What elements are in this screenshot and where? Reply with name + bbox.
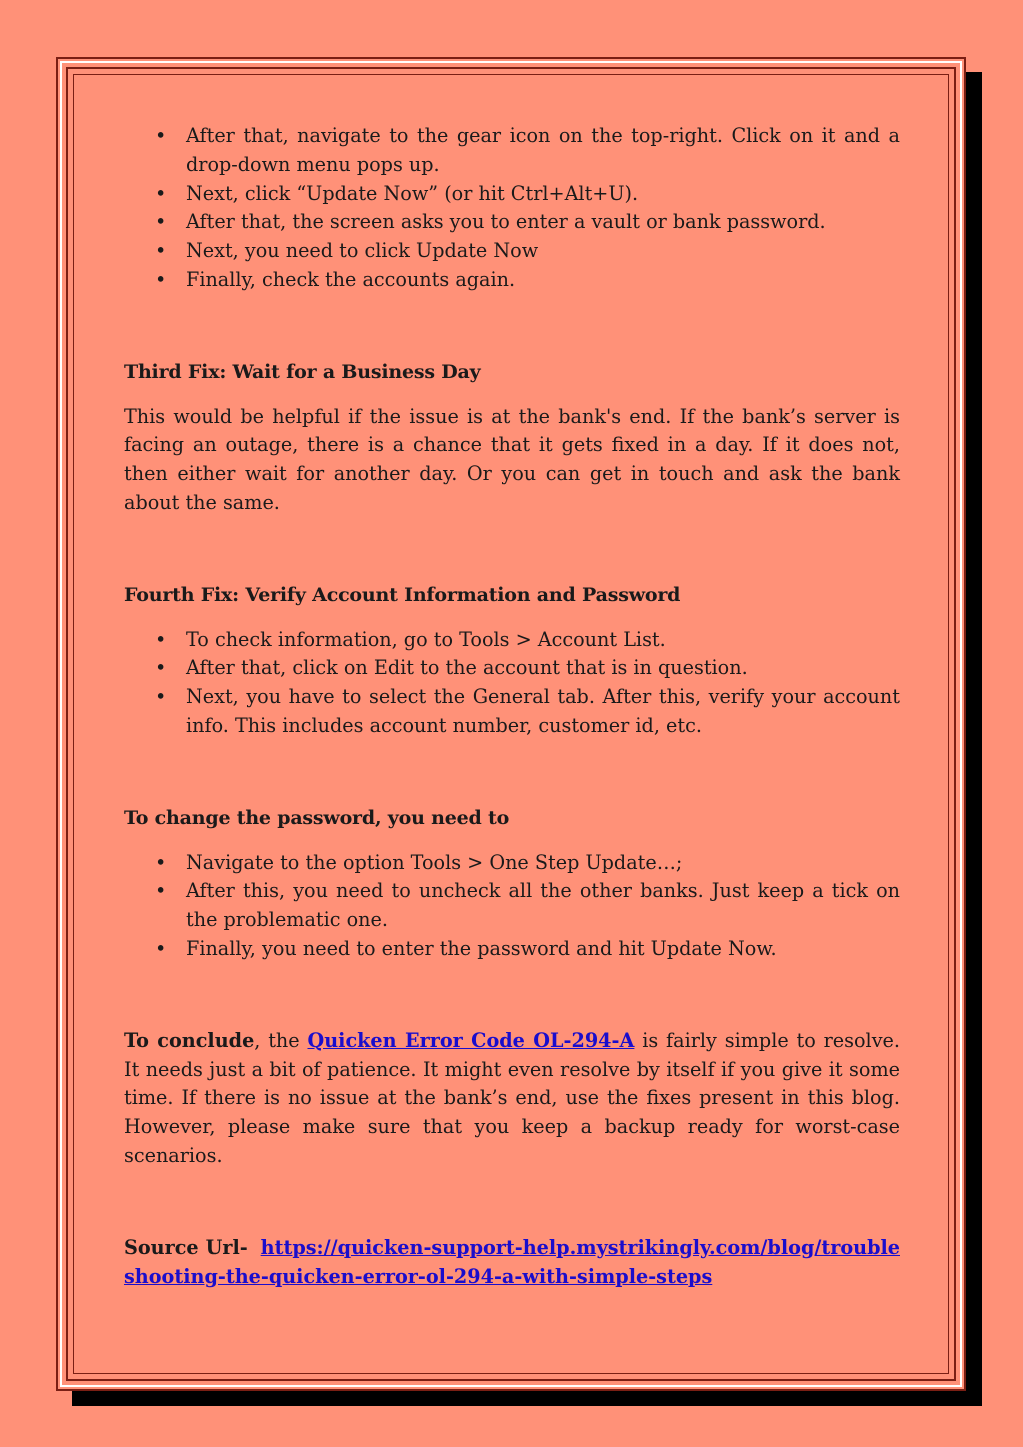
spacer — [124, 295, 900, 358]
conclusion-paragraph — [124, 1027, 900, 1171]
source-url-label: Source Url- — [124, 1235, 248, 1259]
fourth-fix-steps-list — [124, 626, 900, 741]
document-body — [124, 122, 900, 1291]
list-item: • Next, you have to select the General tab. After this, verify your account info. This includes account number, customer id, etc. — [124, 683, 900, 741]
list-item: • Next, click “Update Now” (or hit Ctrl+Alt+U). — [124, 180, 900, 209]
conclusion-lead: To conclude — [124, 1028, 255, 1052]
list-item: • To check information, go to Tools > Account List. — [124, 626, 900, 655]
spacer — [124, 833, 900, 849]
change-password-heading: To change the password, you need to — [124, 806, 510, 829]
conclusion-text: is fairly simple to resolve. It needs just a bit of patience. It might even resolve by itself if you give it some time. If there is no issue at the bank’s end, use the fixes present in this blog. However, please make sure that you keep a backup ready for worst-case scenarios. — [124, 1028, 900, 1167]
list-item: • Next, you need to click Update Now — [124, 237, 900, 266]
list-item: • After that, navigate to the gear icon on the top-right. Click on it and a drop-down menu pops up. — [124, 122, 900, 180]
spacer — [124, 610, 900, 626]
source-url-line — [124, 1234, 900, 1292]
list-item: • Finally, check the accounts again. — [124, 266, 900, 295]
spacer — [124, 387, 900, 403]
conclusion-pre-link: , the — [254, 1028, 308, 1052]
fourth-fix-heading: Fourth Fix: Verify Account Information and Password — [124, 583, 681, 606]
list-item: • Navigate to the option Tools > One Step Update…; — [124, 849, 900, 878]
intro-steps-list — [124, 122, 900, 295]
third-fix-paragraph: This would be helpful if the issue is at the bank's end. If the bank’s server is facing an outage, there is a chance that it gets fixed in a day. If it does not, then either wait for another day. Or you can get in touch and ask the bank about the same. — [124, 404, 900, 514]
third-fix-heading: Third Fix: Wait for a Business Day — [124, 360, 481, 383]
spacer — [124, 741, 900, 804]
spacer — [124, 964, 900, 1027]
list-item: • After this, you need to uncheck all the other banks. Just keep a tick on the problematic one. — [124, 877, 900, 935]
list-item: • After that, click on Edit to the account that is in question. — [124, 654, 900, 683]
list-item: • After that, the screen asks you to enter a vault or bank password. — [124, 208, 900, 237]
list-item: • Finally, you need to enter the password and hit Update Now. — [124, 935, 900, 964]
quicken-error-link[interactable]: Quicken Error Code OL-294-A — [307, 1028, 635, 1052]
change-password-steps-list — [124, 849, 900, 964]
source-url-link[interactable]: https://quicken-support-help.mystrikingly.com/blog/troubleshooting-the-quicken-error-ol-294-a-with-simple-steps — [124, 1235, 900, 1288]
spacer — [124, 1171, 900, 1234]
spacer — [124, 518, 900, 581]
